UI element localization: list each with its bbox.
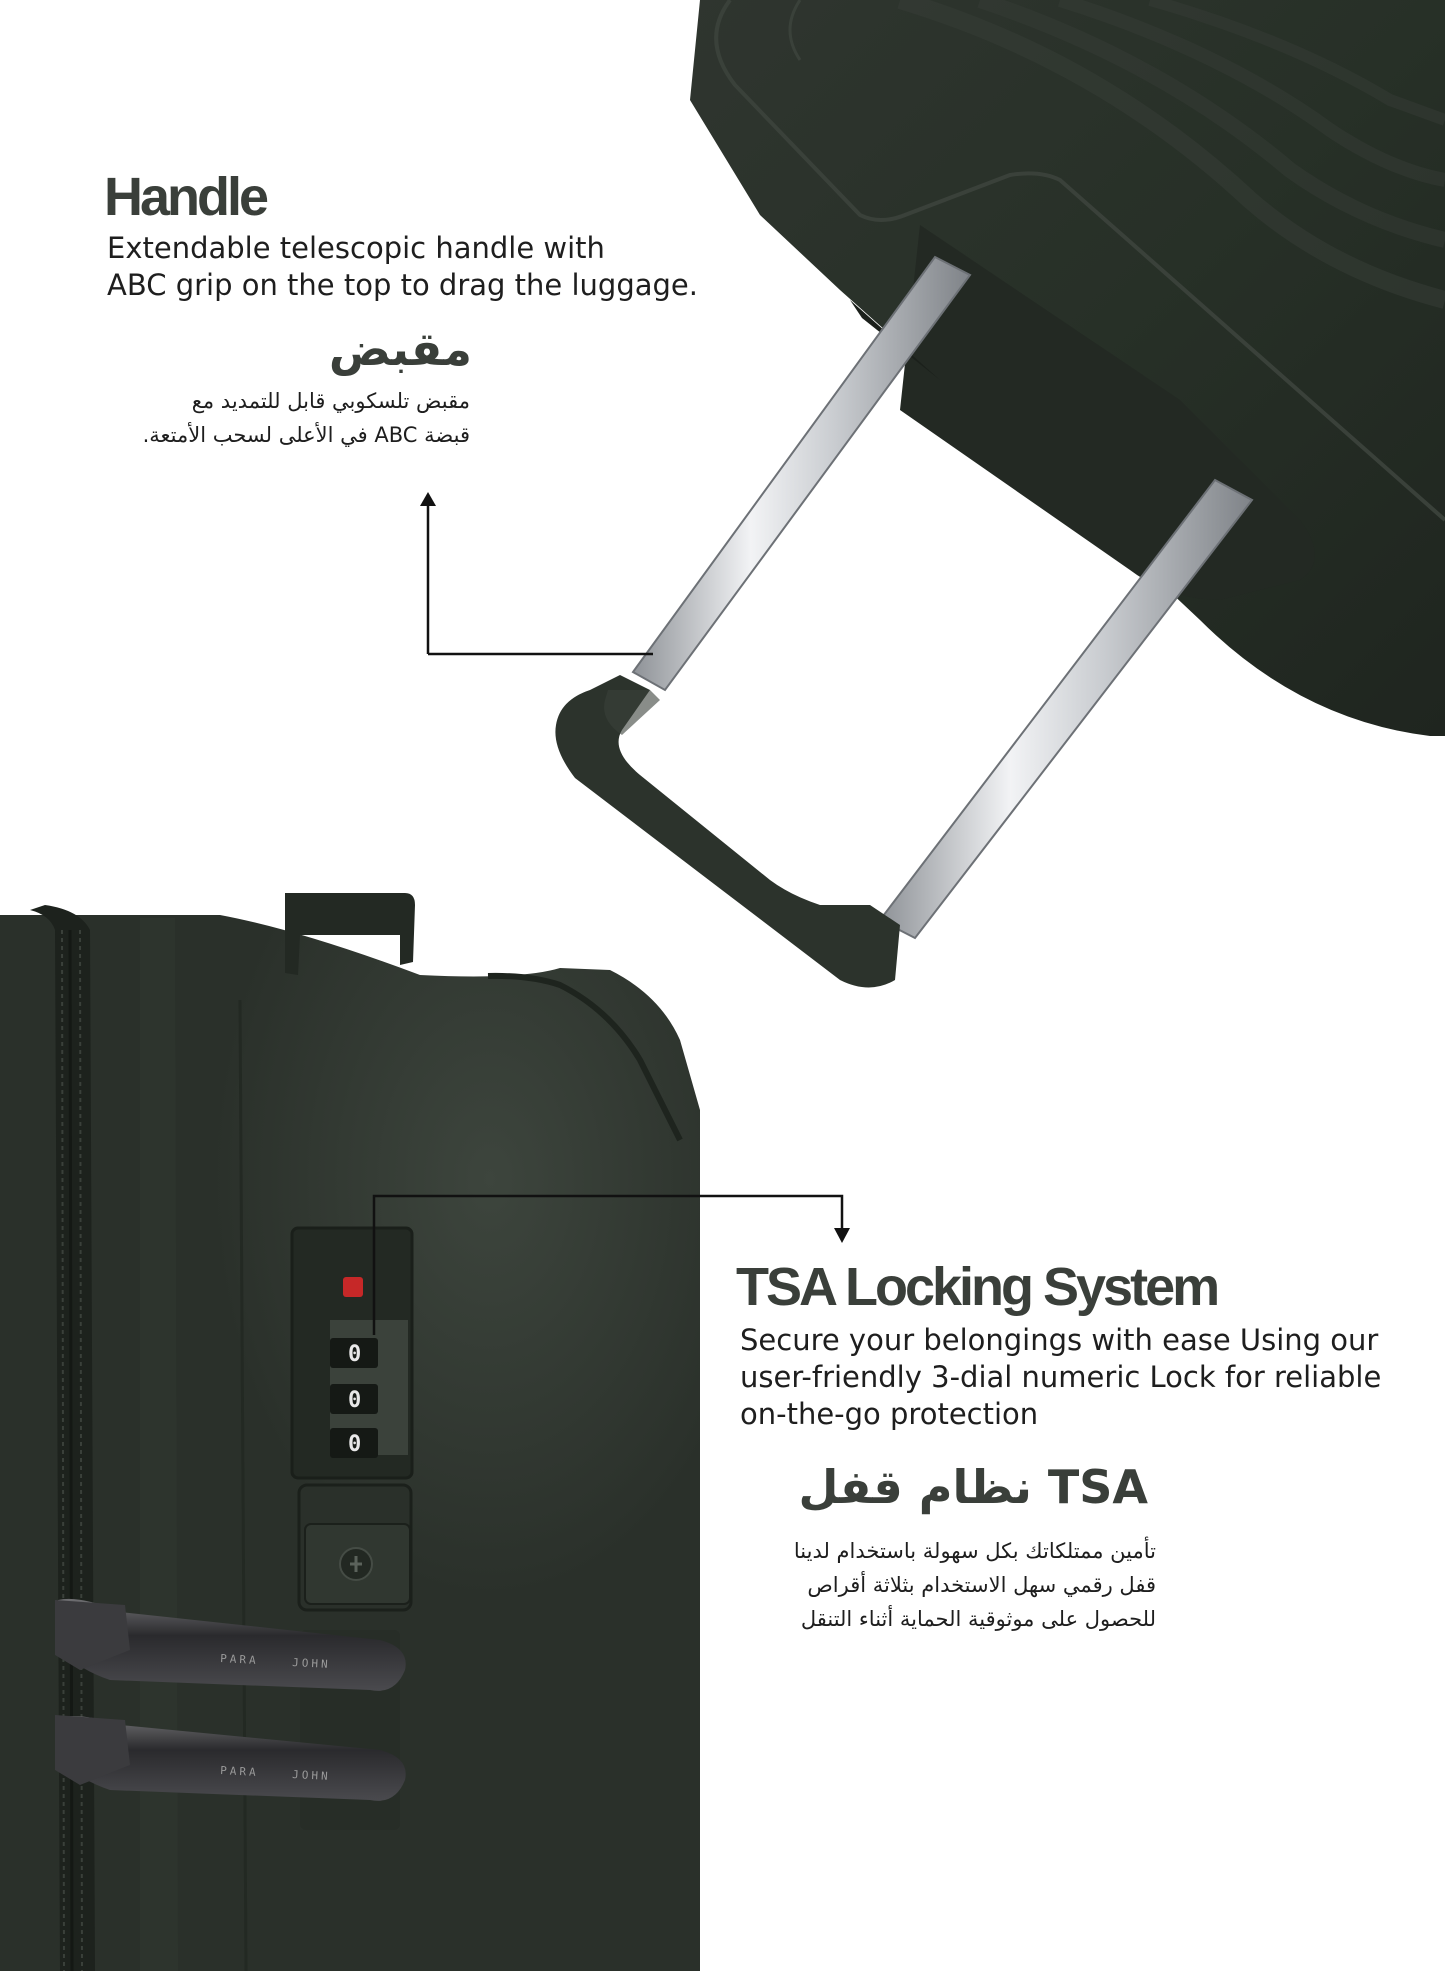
lock-indicator-icon	[343, 1277, 363, 1297]
handle-desc-line-1: Extendable telescopic handle with	[107, 231, 605, 265]
lock-dials	[348, 1342, 361, 1457]
handle-desc-line-2: ABC grip on the top to drag the luggage.	[107, 268, 698, 302]
down-arrow-icon	[834, 1228, 850, 1243]
lock-dial-1: 0	[348, 1342, 362, 1367]
lock-dial-2: 0	[348, 1388, 362, 1413]
tsa-ar-line-3: للحصول على موثوقية الحماية أثناء التنقل	[800, 1607, 1156, 1631]
up-arrow-icon	[420, 492, 436, 506]
tsa-description	[740, 1322, 1420, 1433]
tsa-ar-line-1: تأمين ممتلكاتك بكل سهولة باستخدام لدينا	[793, 1539, 1156, 1563]
tsa-desc-line-1: Secure your belongings with ease Using our	[740, 1323, 1379, 1357]
puller-brand-3: PARA	[219, 1764, 259, 1780]
tsa-desc-line-2: user-friendly 3-dial numeric Lock for reliable	[740, 1360, 1382, 1394]
handle-callout	[420, 492, 653, 654]
handle-arabic-description	[98, 384, 470, 452]
handle-title: Handle	[104, 167, 267, 227]
handle-ar-line-1: مقبض تلسكوبي قابل للتمديد مع	[191, 389, 470, 413]
handle-ar-line-2: قبضة ABC في الأعلى لسحب الأمتعة.	[142, 423, 470, 447]
puller-brand-4: JOHN	[291, 1768, 331, 1784]
lock-dial-3: 0	[348, 1432, 362, 1457]
puller-brand-2: JOHN	[291, 1656, 331, 1672]
puller-brand-1: PARA	[219, 1652, 259, 1668]
tsa-title: TSA Locking System	[736, 1257, 1218, 1317]
tsa-ar-line-2: قفل رقمي سهل الاستخدام بثلاثة أقراص	[807, 1573, 1156, 1597]
tsa-arabic-title: TSA نظام قفل	[798, 1460, 1148, 1514]
tsa-lock-panel	[292, 1228, 412, 1830]
handle-arabic-title: مقبض	[328, 322, 472, 376]
tsa-desc-line-3: on-the-go protection	[740, 1397, 1039, 1431]
top-luggage-shell	[690, 0, 1445, 736]
handle-description	[107, 230, 787, 304]
tsa-arabic-description	[700, 1534, 1156, 1636]
